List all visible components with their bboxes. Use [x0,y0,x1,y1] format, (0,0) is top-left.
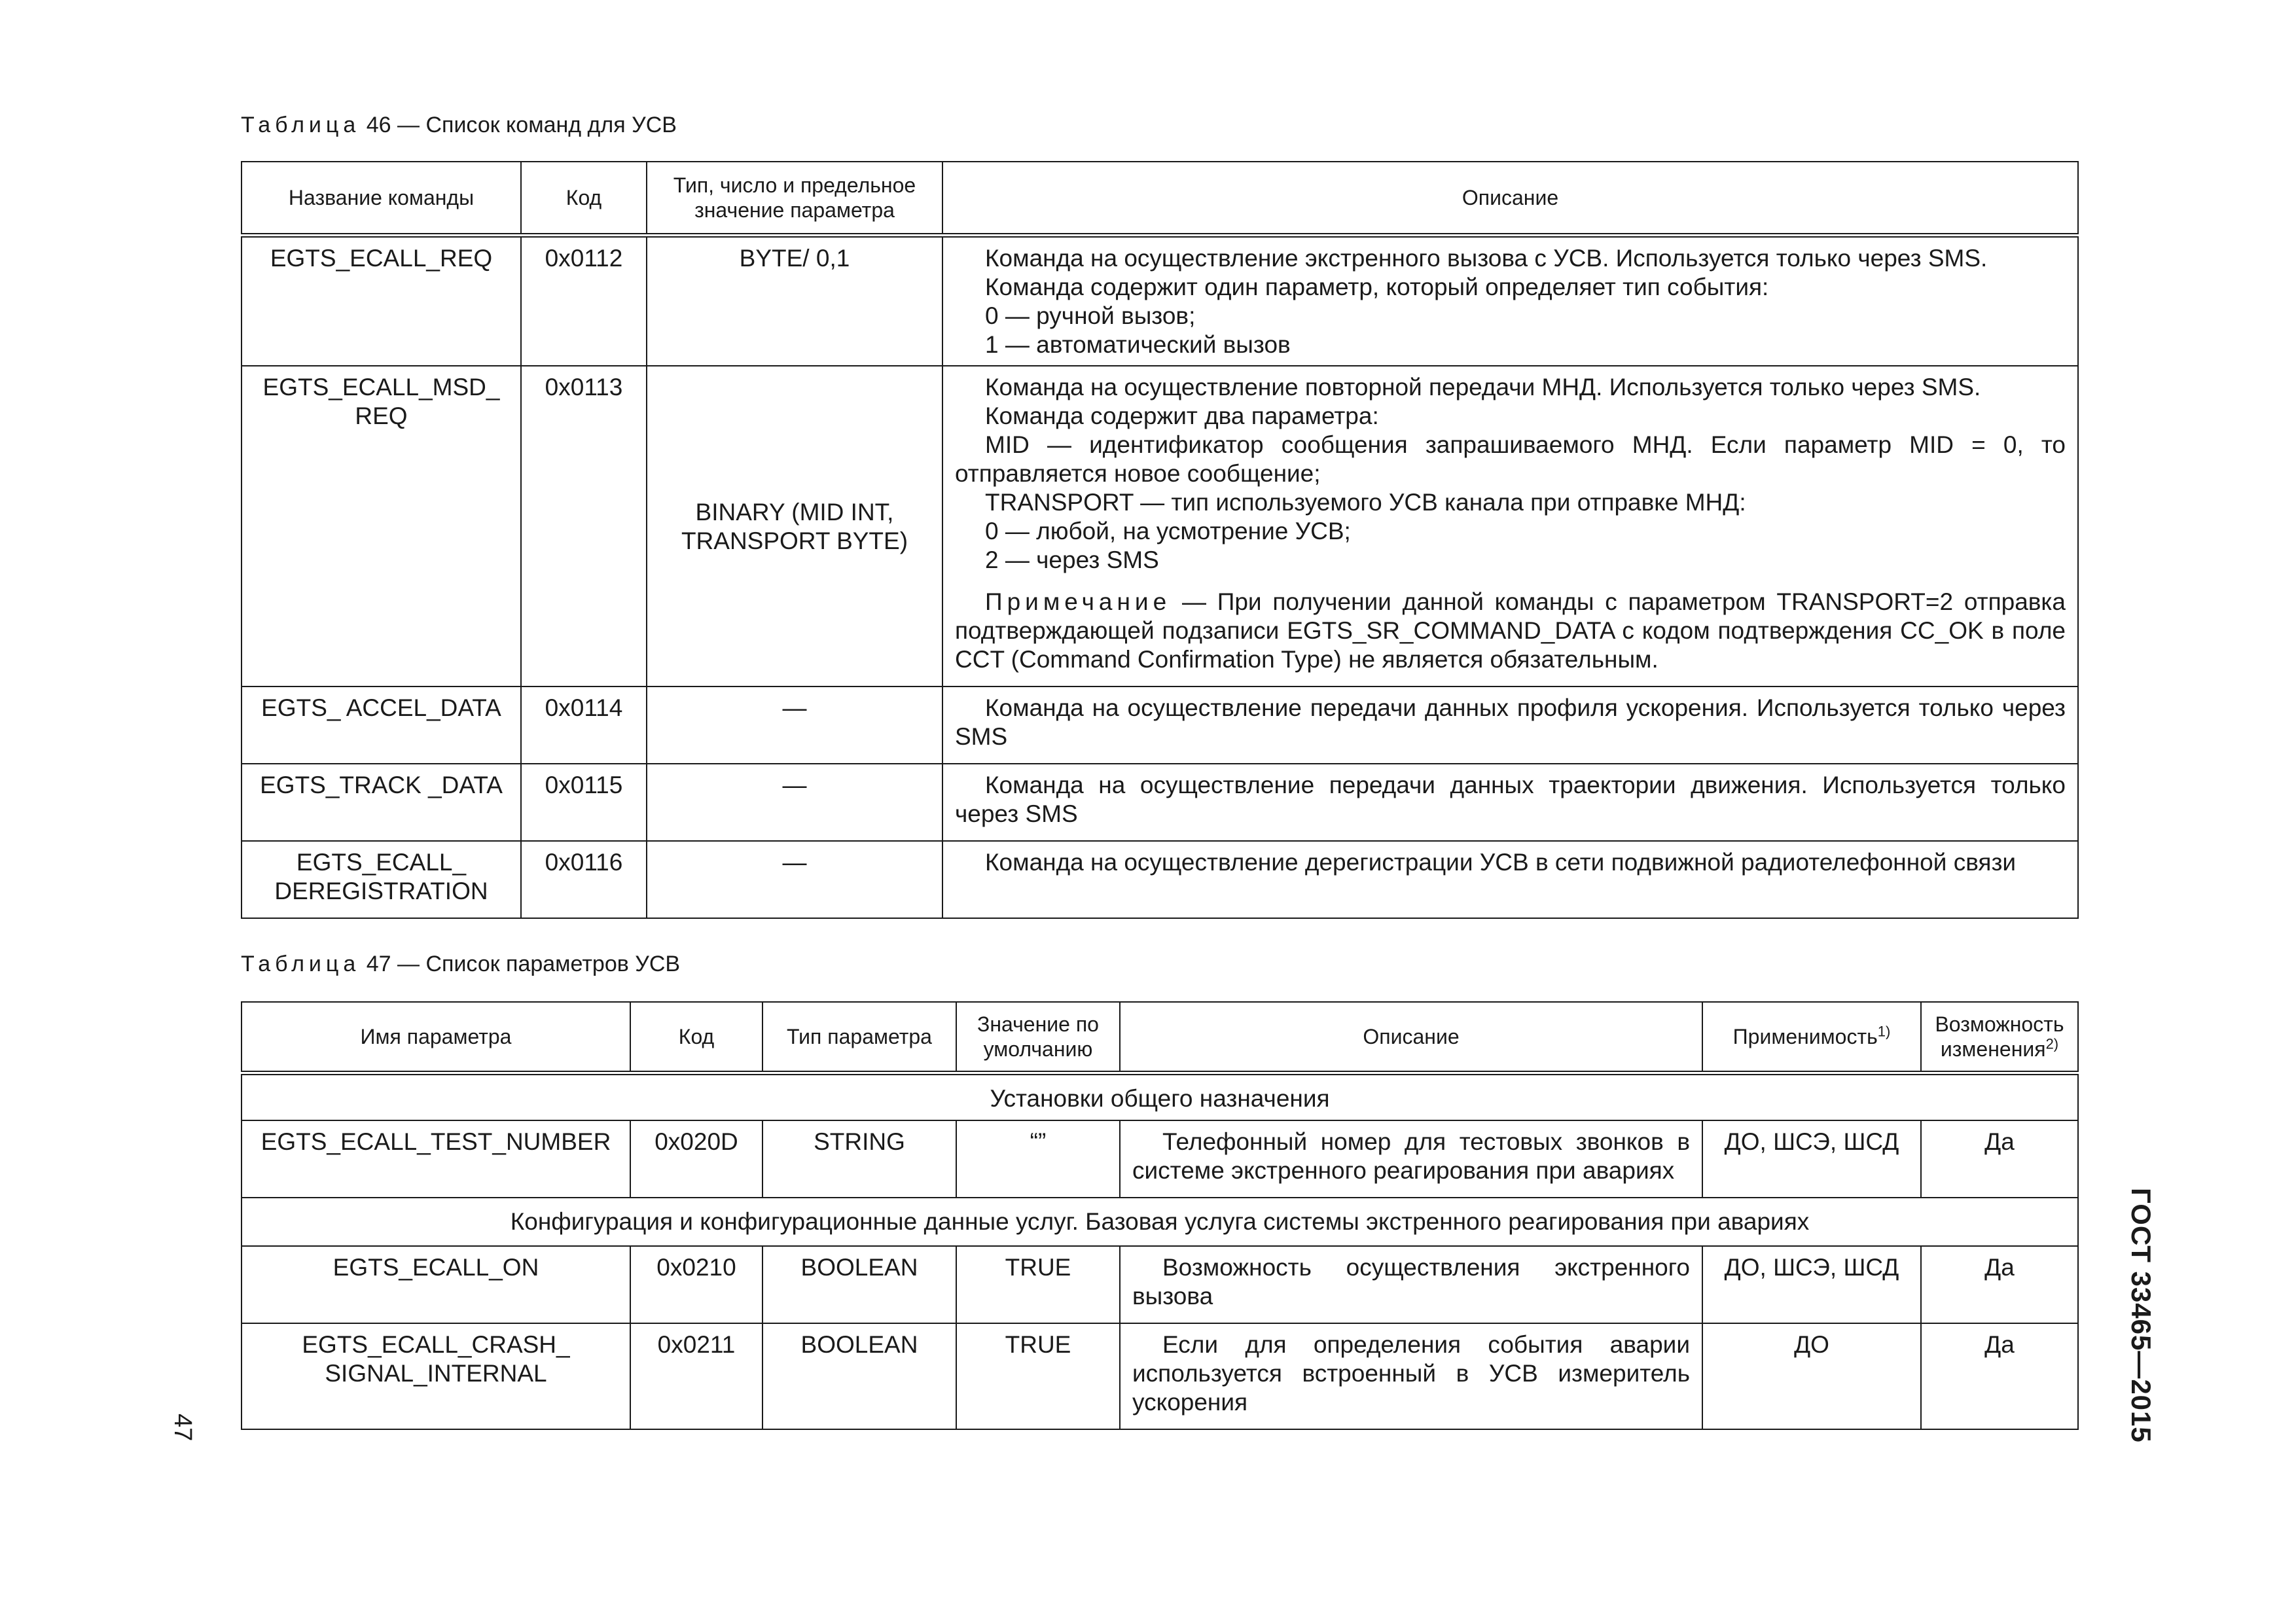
description-line: Команда на осуществление дерегистрации УСВ в сети подвижной радиотелефонной связи [985,849,2017,876]
table-row [242,235,2078,366]
table-46 [241,161,2079,919]
command-description [942,366,2078,687]
command-description [942,235,2078,366]
param-type: BOOLEAN [762,1246,956,1323]
caption-text: 46 — Список команд для УСВ [366,113,677,137]
table-row [242,764,2078,841]
param-code: 0x0210 [630,1246,762,1323]
table-47-caption [241,952,680,977]
table-46-caption [241,113,677,138]
header-param-type: Тип, число и предельное значение параметра [647,162,942,235]
description-line: Команда содержит два параметра: [985,402,1379,429]
header-description: Описание [1120,1002,1702,1073]
command-name: EGTS_ ACCEL_DATA [242,687,521,764]
description-line: Если для определения события аварии используется встроенный в УСВ измеритель ускорения [1132,1330,1690,1416]
note-word: Примечание [985,588,1172,615]
param-changeable: Да [1921,1246,2078,1323]
description-line: Команда на осуществление передачи данных профиля ускорения. Используется только через SMS [955,694,2066,750]
description-line: Телефонный номер для тестовых звонков в системе экстренного реагирования при авариях [1132,1128,1690,1184]
description-line: Возможность осуществления экстренного вызова [1132,1253,1690,1310]
group-row [242,1198,2078,1246]
caption-word: Таблица [241,113,361,137]
param-type: BOOLEAN [762,1323,956,1429]
footnote-2: 2) [2045,1035,2059,1052]
table-row [242,366,2078,687]
param-code: 0x0211 [630,1323,762,1429]
description-line: 0 — ручной вызов; [985,302,1196,329]
param-default: TRUE [956,1246,1120,1323]
param-type: STRING [762,1120,956,1198]
group-row [242,1073,2078,1120]
table-47 [241,1001,2079,1430]
param-applicability: ДО [1702,1323,1921,1429]
table-row [242,1120,2078,1198]
command-code: 0x0114 [521,687,647,764]
command-name: EGTS_ECALL_ DEREGISTRATION [242,841,521,918]
command-description [942,764,2078,841]
param-applicability: ДО, ШСЭ, ШСД [1702,1120,1921,1198]
param-default: TRUE [956,1323,1120,1429]
command-code: 0x0112 [521,235,647,366]
param-description [1120,1323,1702,1429]
command-code: 0x0113 [521,366,647,687]
command-name: EGTS_TRACK _DATA [242,764,521,841]
changeable-label: Возможность изменения [1935,1012,2064,1061]
note-text: — При получении данной команды с параметром TRANSPORT=2 отправка подтверждающей подзаписи EGTS_SR_COMMAND_DATA с кодом подтверждения CC_OK в поле CCT (Command Confirmation Type) не является обязательным. [955,588,2066,673]
description-line: 0 — любой, на усмотрение УСВ; [985,518,1351,544]
header-command-name: Название команды [242,162,521,235]
command-param-type: — [647,764,942,841]
description-line: 2 — через SMS [985,546,1159,573]
param-applicability: ДО, ШСЭ, ШСД [1702,1246,1921,1323]
description-note [955,588,2066,674]
param-changeable: Да [1921,1323,2078,1429]
command-name: EGTS_ECALL_REQ [242,235,521,366]
table-row [242,1246,2078,1323]
description-line: 1 — автоматический вызов [985,330,1291,358]
command-param-type: — [647,687,942,764]
command-param-type: BINARY (MID INT, TRANSPORT BYTE) [647,366,942,687]
param-code: 0x020D [630,1120,762,1198]
description-line: MID — идентификатор сообщения запрашиваемого МНД. Если параметр MID = 0, то отправляется новое сообщение; [955,431,2066,487]
header-param-type: Тип параметра [762,1002,956,1073]
header-default-value: Значение по умолчанию [956,1002,1120,1073]
table-row [242,687,2078,764]
param-default: “” [956,1120,1120,1198]
standard-designation: ГОСТ 33465—2015 [2126,1188,2157,1443]
header-applicability [1702,1002,1921,1073]
caption-word: Таблица [241,952,361,976]
description-line: TRANSPORT — тип используемого УСВ канала при отправке МНД: [985,489,1746,516]
description-line: Команда на осуществление повторной передачи МНД. Используется только через SMS. [985,374,1981,401]
command-code: 0x0115 [521,764,647,841]
table-row [242,1323,2078,1429]
footnote-1: 1) [1877,1023,1891,1040]
group-title: Установки общего назначения [242,1073,2078,1120]
command-param-type: — [647,841,942,918]
command-code: 0x0116 [521,841,647,918]
command-description [942,687,2078,764]
description-line: Команда на осуществление экстренного вызова с УСВ. Используется только через SMS. [985,244,1988,272]
header-description: Описание [942,162,2078,235]
page-number: 47 [169,1414,196,1442]
header-changeable [1921,1002,2078,1073]
param-name: EGTS_ECALL_ON [242,1246,630,1323]
command-description [942,841,2078,918]
param-description [1120,1120,1702,1198]
param-description [1120,1246,1702,1323]
applicability-label: Применимость [1732,1024,1878,1048]
param-changeable: Да [1921,1120,2078,1198]
description-line: Команда на осуществление передачи данных траектории движения. Используется только через SMS [955,772,2066,827]
param-name: EGTS_ECALL_CRASH_ SIGNAL_INTERNAL [242,1323,630,1429]
group-title: Конфигурация и конфигурационные данные услуг. Базовая услуга системы экстренного реагирования при авариях [242,1198,2078,1246]
caption-text: 47 — Список параметров УСВ [366,952,681,976]
header-code: Код [521,162,647,235]
command-name: EGTS_ECALL_MSD_ REQ [242,366,521,687]
param-name: EGTS_ECALL_TEST_NUMBER [242,1120,630,1198]
header-param-name: Имя параметра [242,1002,630,1073]
description-line: Команда содержит один параметр, который определяет тип события: [985,273,1769,300]
header-code: Код [630,1002,762,1073]
command-param-type: BYTE/ 0,1 [647,235,942,366]
table-row [242,841,2078,918]
